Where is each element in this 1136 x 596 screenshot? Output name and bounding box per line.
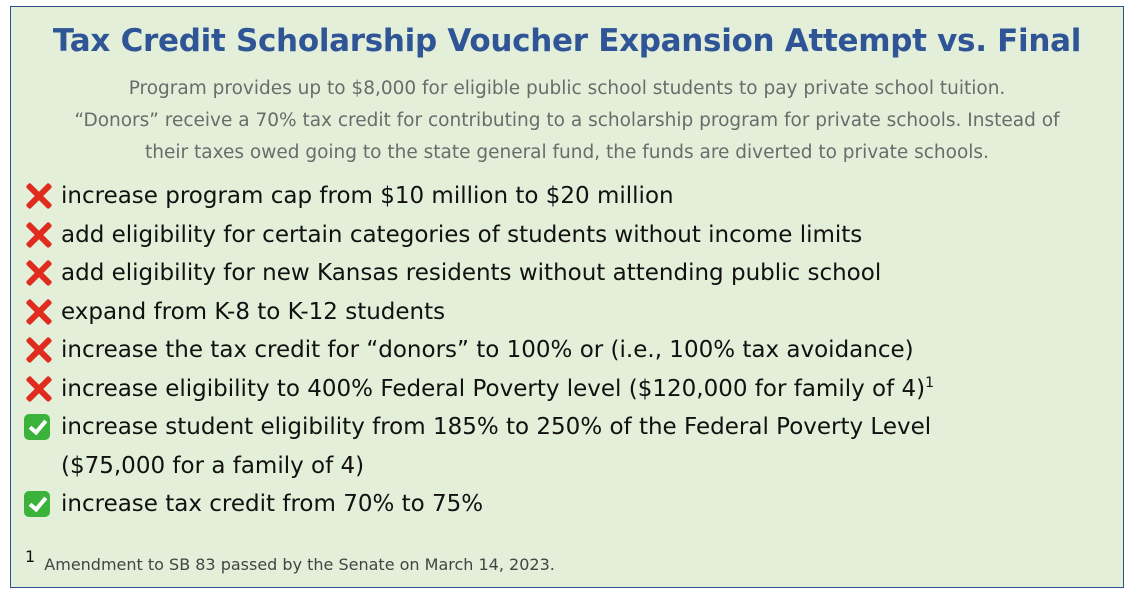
item-continuation: ($75,000 for a family of 4) [61,452,365,479]
proposal-list [21,177,1115,524]
red-x-icon [24,298,52,326]
list-item [21,216,1115,255]
list-item [21,254,1115,293]
info-card [10,6,1124,588]
red-x-icon [24,221,52,249]
red-x-icon [24,259,52,287]
item-text: increase student eligibility from 185% to 250% of the Federal Poverty Level [61,414,932,440]
list-item [21,177,1115,216]
program-description [31,73,1103,169]
list-item [21,331,1115,370]
red-x-icon [24,182,52,210]
description-line: “Donors” receive a 70% tax credit for contributing to a scholarship program for private schools. Instead of [74,110,1060,131]
red-x-icon [24,375,52,403]
footnote-reference: 1 [925,374,935,391]
item-text: increase program cap from $10 million to $20 million [61,183,674,209]
footnote-mark: 1 [25,547,36,566]
description-line: Program provides up to $8,000 for eligible public school students to pay private school tuition. [128,78,1006,99]
list-item [21,408,1115,447]
red-x-icon [24,336,52,364]
item-text: expand from K-8 to K-12 students [61,298,446,325]
footnote [25,547,555,574]
green-check-icon [24,491,50,517]
page-title: Tax Credit Scholarship Voucher Expansion Attempt vs. Final [52,23,1082,59]
item-text: increase the tax credit for “donors” to 100% or (i.e., 100% tax avoidance) [61,337,914,363]
list-item [21,370,1115,409]
item-text: increase tax credit from 70% to 75% [61,491,484,517]
list-item [21,293,1115,332]
list-item [21,485,1115,524]
item-text: add eligibility for certain categories of students without income limits [61,221,863,248]
footnote-text: Amendment to SB 83 passed by the Senate on March 14, 2023. [44,555,555,574]
green-check-icon [24,414,50,440]
item-text: increase eligibility to 400% Federal Poverty level ($120,000 for family of 4) [61,375,926,402]
item-text: add eligibility for new Kansas residents without attending public school [61,260,882,286]
description-line: their taxes owed going to the state general fund, the funds are diverted to private schools. [145,142,989,163]
